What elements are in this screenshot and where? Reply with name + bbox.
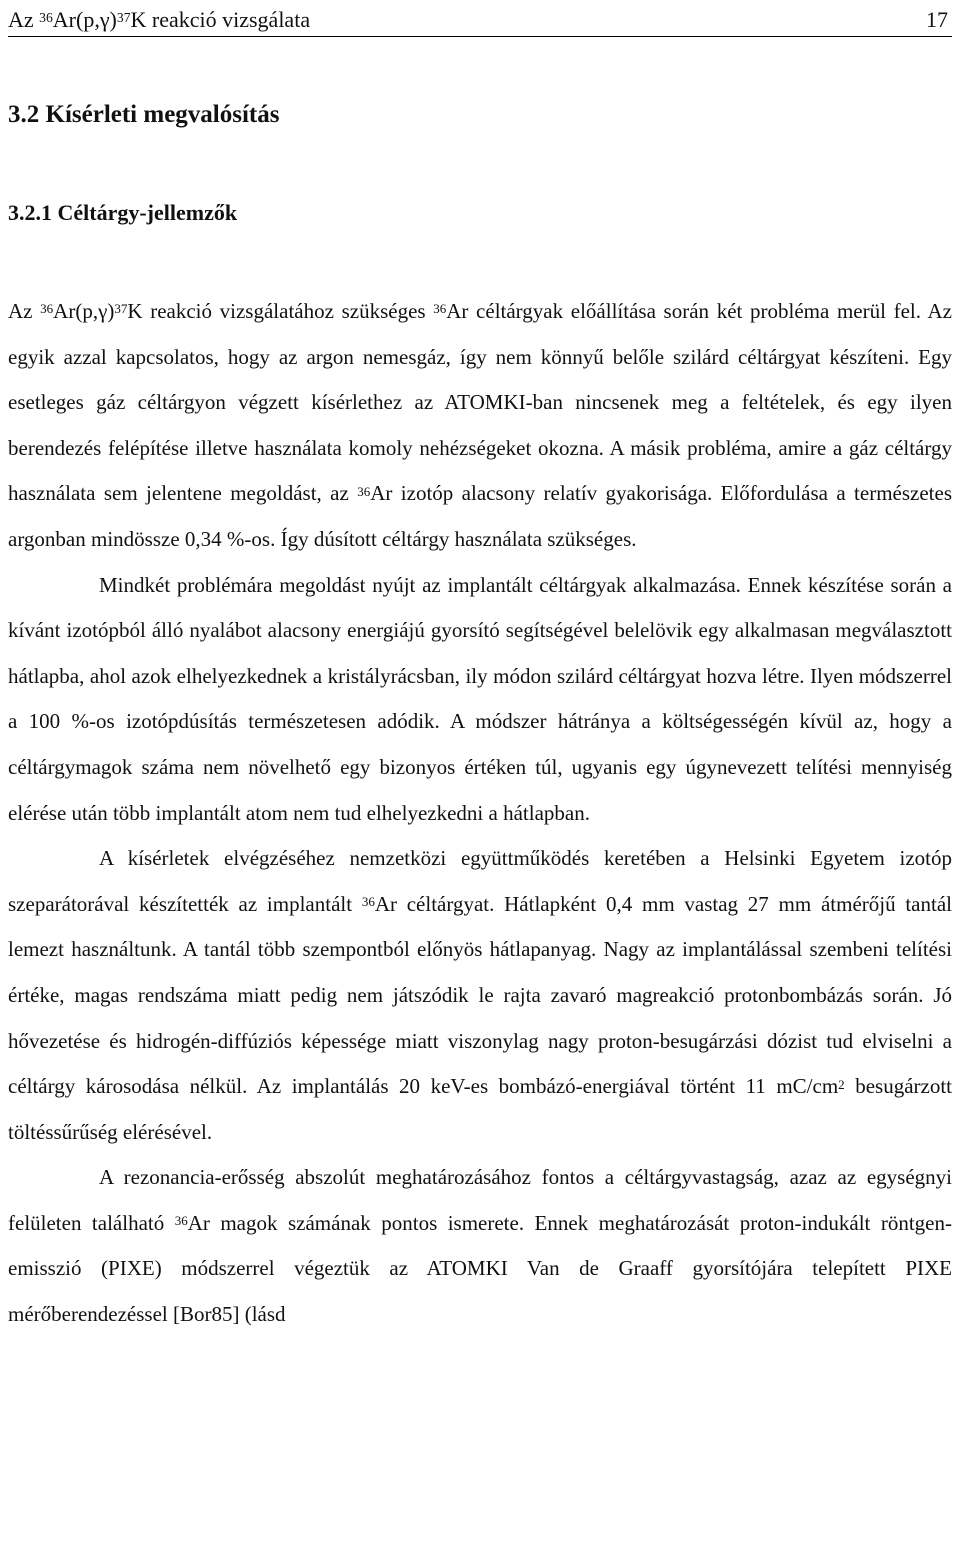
running-header	[8, 4, 952, 37]
paragraph-1: Az $^{36}Ar(p,\gamma)^{37}K$ reakció vizsgálatához szükséges $^{36}$Ar céltárgyak előállítása során két probléma merül fel. Az egyik azzal kapcsolatos, hogy az argon nemesgáz, így nem könnyű belőle szilárd céltárgyat készíteni. Egy esetleges gáz céltárgyon végzett kísérlethez az ATOMKI-ban nincsenek meg a feltételek, és egy ilyen berendezés felépítése illetve használata komoly nehézségeket okozna. A másik probléma, amire a gáz céltárgy használata sem jelentene megoldást, az $^{36}$Ar izotóp alacsony relatív gyakorisága. Előfordulása a természetes argonban mindössze 0,34 %-os. Így dúsított céltárgy használata szükséges.	[8, 299, 952, 551]
page-number: 17	[926, 7, 948, 32]
section-title: 3.2 Kísérleti megvalósítás	[8, 101, 280, 128]
body-text	[8, 289, 952, 1338]
running-header-title: Az $^{36}Ar(p,\gamma)^{37}K$ reakció vizsgálata	[8, 7, 311, 32]
subsection-title: 3.2.1 Céltárgy-jellemzők	[8, 200, 238, 225]
paragraph-2: Mindkét problémára megoldást nyújt az implantált céltárgyak alkalmazása. Ennek készítése során a kívánt izotópból álló nyalábot alacsony energiájú gyorsító segítségével belelövik egy alkalmasan megválasztott hátlapba, ahol azok elhelyezkednek a kristályrácsban, ily módon szilárd céltárgyat hozva létre. Ilyen módszerrel a 100 %-os izotópdúsítás természetesen adódik. A módszer hátránya a költségességén kívül az, hogy a céltárgymagok száma nem növelhető egy bizonyos értéken túl, ugyanis egy úgynevezett telítési mennyiség elérése után több implantált atom nem tud elhelyezkedni a hátlapban.	[8, 572, 952, 825]
paragraph-4: A rezonancia-erősség abszolút meghatározásához fontos a céltárgyvastagság, azaz az egységnyi felületen található $^{36}$Ar magok számának pontos ismerete. Ennek meghatározását proton-indukált röntgen-emisszió (PIXE) módszerrel végeztük az ATOMKI Van de Graaff gyorsítójára telepített PIXE mérőberendezéssel [Bor85] (lásd	[8, 1165, 952, 1327]
paragraph-3: A kísérletek elvégzéséhez nemzetközi együttműködés keretében a Helsinki Egyetem izotóp szeparátorával készítették az implantált $^{36}$Ar céltárgyat. Hátlapként 0,4 mm vastag 27 mm átmérőjű tantál lemezt használtunk. A tantál több szempontból előnyös hátlapanyag. Nagy az implantálással szembeni telítési értéke, magas rendszáma miatt pedig nem játszódik le rajta zavaró magreakció protonbombázás során. Jó hővezetése és hidrogén-diffúziós képessége miatt viszonylag nagy proton-besugárzási dózist tud elviselni a céltárgy károsodása nélkül. Az implantálás 20 keV-es bombázó-energiával történt 11 $mC/cm^2$ besugárzott töltéssűrűség elérésével.	[8, 846, 952, 1144]
